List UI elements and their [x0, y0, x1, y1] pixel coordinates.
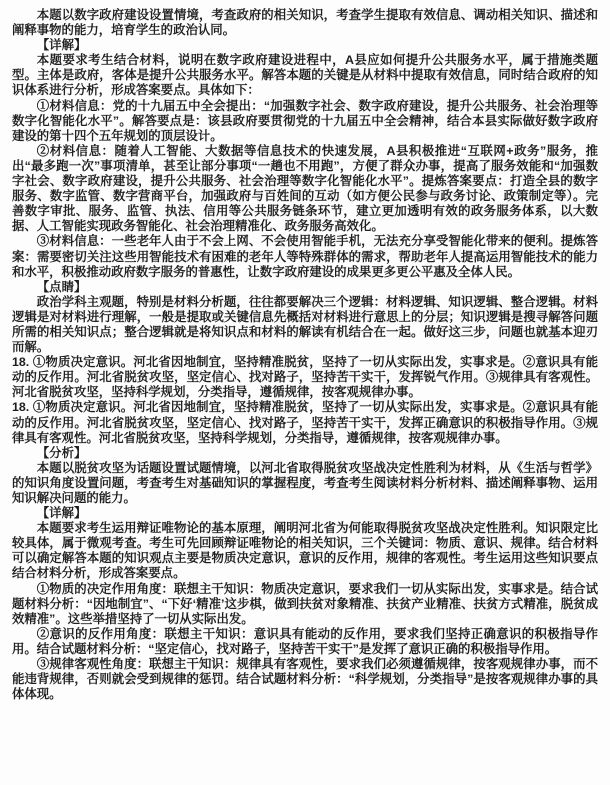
section-label-xiangjie-2: 【详解】 — [36, 506, 87, 521]
paragraph-material-3: ③材料信息：一些老年人由于不会上网、不会使用智能手机，无法充分享受智能化带来的便利。提炼答案：需要密切关注这些用智能技术有困难的老年人等特殊群体的需求，帮助老年人提高运用智能技术的能力和水平，积极推动政府数字服务的普惠性，让数字政府建设的成果更多更公平惠及全体人民。 — [12, 234, 598, 279]
paragraph-answer-18-a: 18. ①物质决定意识。河北省因地制宜，坚持精准脱贫，坚持了一切从实际出发，实事求是。②意识具有能动的反作用。河北省脱贫攻坚，坚定信心、找对路子，坚持苦干实干，发挥锐气作用。③规律具有客观性。河北省脱贫攻坚，坚持科学规划，分类指导，遵循规律，按客观规律办事。 — [12, 355, 598, 400]
paragraph-angle-3: ③规律客观性角度：联想主干知识：规律具有客观性，要求我们必须遵循规律，按客观规律办事，而不能违背规律，否则就会受到规律的惩罚。结合试题材料分析：“科学规划，分类指导”是按客观规律办事的具体体现。 — [12, 657, 598, 702]
section-label-dianjing: 【点睛】 — [36, 279, 87, 294]
paragraph-angle-2: ②意识的反作用角度：联想主干知识：意识具有能动的反作用，要求我们坚持正确意识的积极指导作用。结合试题材料分析：“坚定信心，找对路子，坚持苦干实干”是发挥了意识正确的积极指导作用。 — [12, 626, 598, 656]
paragraph-fenxi-body: 本题以脱贫攻坚为话题设置试题情境，以河北省取得脱贫攻坚战决定性胜利为材料，从《生活与哲学》的知识角度设置问题，考查考生对基础知识的掌握程度，考查考生阅读材料分析材料、描述阐释事物、运用知识解决问题的能力。 — [12, 460, 598, 505]
paragraph-intro: 本题以数字政府建设设置情境，考查政府的相关知识，考查学生提取有效信息、调动相关知识、描述和阐释事物的能力，培育学生的政治认同。 — [12, 8, 598, 38]
section-label-fenxi: 【分析】 — [36, 445, 87, 460]
paragraph-angle-1: ①物质的决定作用角度：联想主干知识：物质决定意识，要求我们一切从实际出发，实事求是。结合试题材料分析：“因地制宜”、“下好‘精准’这步棋，做到扶贫对象精准、扶贫产业精准、扶贫方式精准，脱贫成效精准”。这些举措坚持了一切从实际出发。 — [12, 581, 598, 626]
paragraph-material-2: ②材料信息：随着人工智能、大数据等信息技术的快速发展，A县积极推进“互联网+政务”服务，推出“最多跑一次”事项清单，甚至让部分事项“一趟也不用跑”，方便了群众办事，提高了服务效能和“加强数字社会、数字政府建设，提升公共服务、社会治理等数字化智能化水平”。提炼答案要点：打造全县的数字服务、数字监管、数字营商平台，加强政府与百姓间的互动（如方便公民参与政务讨论、政策制定等）。完善数字审批、服务、监管、执法、信用等公共服务链条环节，建立更加透明有效的政务服务体系，以大数据、人工智能实现政务智能化、社会治理精准化、政务服务高效化。 — [12, 143, 598, 234]
paragraph-detail-overview: 本题要求考生结合材料，说明在数字政府建设进程中，A县应如何提升公共服务水平，属于措施类题型。主体是政府，客体是提升公共服务水平。解答本题的关键是从材料中提取有效信息，同时结合政府的知识体系进行分析，形成答案要点。具体如下： — [12, 53, 598, 98]
paragraph-material-1: ①材料信息：党的十九届五中全会提出：“加强数字社会、数字政府建设，提升公共服务、社会治理等数字化智能化水平”。解答要点是：该县政府要贯彻党的十九届五中全会精神，结合本县实际做好数字政府建设的第十四个五年规划的顶层设计。 — [12, 98, 598, 143]
paragraph-detail2-overview: 本题要求考生运用辩证唯物论的基本原理，阐明河北省为何能取得脱贫攻坚战决定性胜利。知识限定比较具体，属于微观考查。考生可先回顾辩证唯物论的相关知识，三个关键词：物质、意识、规律。结合材料可以确定解答本题的知识观点主要是物质决定意识，意识的反作用，规律的客观性。考生运用这些知识要点结合材料分析，形成答案要点。 — [12, 521, 598, 581]
paragraph-answer-18-b: 18. ①物质决定意识。河北省因地制宜，坚持精准脱贫，坚持了一切从实际出发，实事求是。②意识具有能动的反作用。河北省脱贫攻坚，坚定信心、找对路子，坚持苦干实干，发挥正确意识的积极指导作用。③规律具有客观性。河北省脱贫攻坚，坚持科学规划，分类指导，遵循规律，按客观规律办事。 — [12, 400, 598, 445]
section-label-xiangjie-1: 【详解】 — [36, 38, 87, 53]
paragraph-dianjing-body: 政治学科主观题，特别是材料分析题，往往都要解决三个逻辑：材料逻辑、知识逻辑、整合逻辑。材料逻辑是对材料进行理解，一般是提取或关键信息先概括对材料进行意思上的分层；知识逻辑是搜寻解答问题所需的相关知识点；整合逻辑就是将知识点和材料的解读有机结合在一起。做好这三步，问题也就基本迎刃而解。 — [12, 294, 598, 355]
